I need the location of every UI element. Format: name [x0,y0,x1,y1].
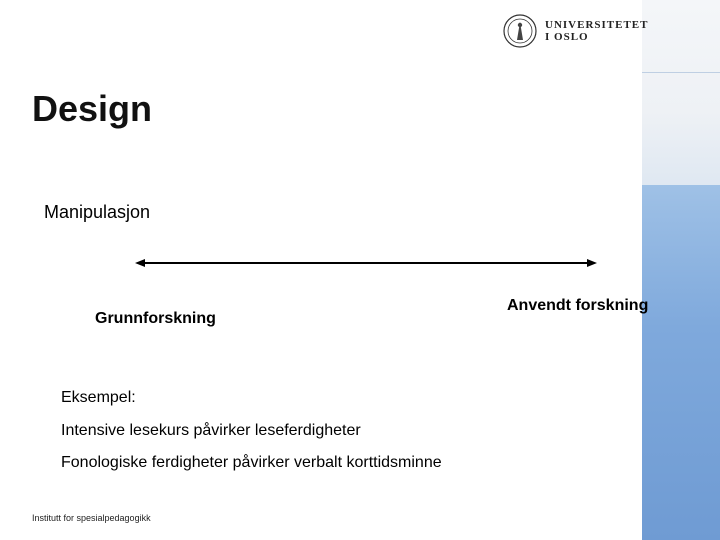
slide-title: Design [32,88,153,129]
blue-photo-panel [642,185,720,540]
basic-research-label: Grunnforskning [95,310,216,327]
university-logo [503,14,648,48]
university-seal-icon [503,14,537,48]
applied-research-label: Anvendt forskning [507,297,649,314]
statue-sketch-image [642,0,720,185]
double-arrow-icon [135,253,597,273]
footer-department: Institutt for spesialpedagogikk [32,513,151,523]
example-label: Eksempel: [61,389,136,406]
logo-line-1: UNIVERSITETET [545,19,649,31]
decorative-side-band [642,0,720,540]
band-divider [642,72,720,73]
example-item: Fonologiske ferdigheter påvirker verbalt korttidsminne [61,454,442,471]
logo-line-2: I OSLO [545,31,589,43]
manipulation-label: Manipulasjon [44,202,151,222]
example-item: Intensive lesekurs påvirker leseferdigheter [61,422,361,439]
